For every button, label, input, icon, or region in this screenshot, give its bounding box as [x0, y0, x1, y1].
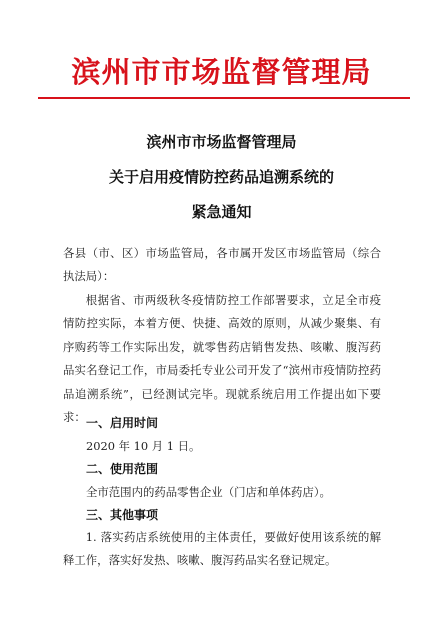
section2-heading: 二、使用范围 [86, 462, 159, 476]
section3-item1: 1. 落实药店系统使用的主体责任，要做好使用该系统的解释工作，落实好发热、咳嗽、腹泻药品实名登记规定。 [63, 530, 381, 567]
section3-heading: 三、其他事项 [86, 508, 159, 522]
section1-heading: 一、启用时间 [86, 416, 159, 430]
agency-letterhead: 滨州市市场监督管理局 [71, 55, 372, 89]
letterhead-red-rule [38, 97, 410, 99]
intro-paragraph: 根据省、市两级秋冬疫情防控工作部署要求，立足全市疫情防控实际，本着方便、快捷、高效的原则，从减少聚集、有序购药等工作实际出发，就零售药店销售发热、咳嗽、腹泻药品实名登记工作，市局委托专业公司开发了“滨州市疫情防控药品追溯系统”，已经测试完毕。现就系统启用工作提出如下要求： [63, 293, 381, 425]
section1-text: 2020 年 10 月 1 日。 [86, 439, 201, 453]
document-title-line1: 滨州市市场监督管理局 [146, 133, 297, 151]
document-title-line2: 关于启用疫情防控药品追溯系统的 [108, 168, 334, 186]
salutation: 各县（市、区）市场监管局，各市属开发区市场监管局（综合执法局）： [63, 246, 381, 284]
document-title-line3: 紧急通知 [191, 203, 252, 221]
section2-text: 全市范围内的药品零售企业（门店和单体药店）。 [86, 485, 331, 499]
